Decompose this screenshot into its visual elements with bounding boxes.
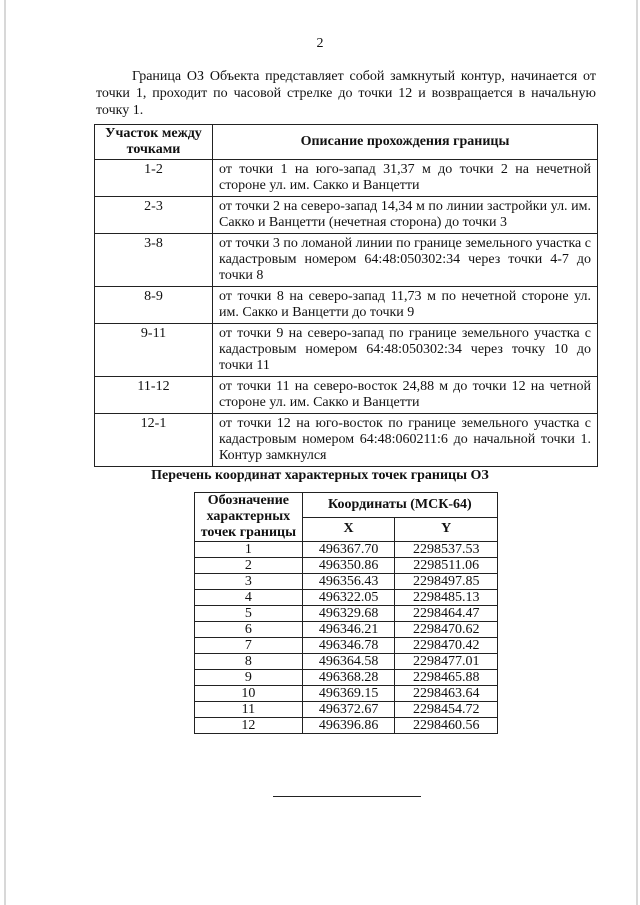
- table-row: [195, 702, 498, 718]
- point-cell: 3: [195, 574, 303, 590]
- segments-table-body: [95, 160, 598, 467]
- table-header-row: [195, 493, 498, 518]
- table-row: [195, 686, 498, 702]
- x-coordinate-cell: 496368.28: [302, 670, 395, 686]
- coordinates-table: [194, 492, 498, 734]
- x-coordinate-cell: 496322.05: [302, 590, 395, 606]
- x-coordinate-cell: 496369.15: [302, 686, 395, 702]
- table-row: [195, 670, 498, 686]
- y-coordinate-cell: 2298460.56: [395, 718, 498, 734]
- table-row: [95, 160, 598, 197]
- segment-cell: 12-1: [95, 414, 213, 467]
- description-cell: от точки 12 на юго-восток по границе земельного участка с кадастровым номером 64:48:060211:6 до начальной точки 1. Контур замкнулся: [213, 414, 598, 467]
- segment-cell: 3-8: [95, 234, 213, 287]
- intro-paragraph: Граница ОЗ Объекта представляет собой замкнутый контур, начинается от точки 1, проходит по часовой стрелке до точки 12 и возвращается в начальную точку 1.: [96, 69, 596, 118]
- point-cell: 10: [195, 686, 303, 702]
- table-row: [195, 574, 498, 590]
- point-cell: 4: [195, 590, 303, 606]
- coordinates-title: Перечень координат характерных точек границы ОЗ: [151, 468, 489, 483]
- table-row: [95, 324, 598, 377]
- boundary-segments-table: [94, 124, 598, 467]
- table-row: [95, 234, 598, 287]
- scan-edge-right: [636, 0, 638, 905]
- point-column-header: Обозначение характерных точек границы: [195, 493, 303, 542]
- x-coordinate-cell: 496329.68: [302, 606, 395, 622]
- table-row: [95, 377, 598, 414]
- x-coordinate-cell: 496346.21: [302, 622, 395, 638]
- table-row: [195, 590, 498, 606]
- point-cell: 5: [195, 606, 303, 622]
- signature-line: [273, 796, 421, 797]
- coordinates-table-body: [195, 542, 498, 734]
- table-row: [195, 718, 498, 734]
- x-coordinate-cell: 496372.67: [302, 702, 395, 718]
- description-cell: от точки 11 на северо-восток 24,88 м до точки 12 на четной стороне ул. им. Сакко и Ванцетти: [213, 377, 598, 414]
- table-header-row: [95, 125, 598, 160]
- x-coordinate-cell: 496350.86: [302, 558, 395, 574]
- y-coordinate-cell: 2298485.13: [395, 590, 498, 606]
- table-row: [195, 622, 498, 638]
- description-cell: от точки 2 на северо-запад 14,34 м по линии застройки ул. им. Сакко и Ванцетти (нечетная сторона) до точки 3: [213, 197, 598, 234]
- point-cell: 11: [195, 702, 303, 718]
- y-column-header: Y: [395, 517, 498, 542]
- segment-cell: 9-11: [95, 324, 213, 377]
- y-coordinate-cell: 2298511.06: [395, 558, 498, 574]
- segment-cell: 2-3: [95, 197, 213, 234]
- y-coordinate-cell: 2298497.85: [395, 574, 498, 590]
- y-coordinate-cell: 2298465.88: [395, 670, 498, 686]
- scan-edge-left: [4, 0, 6, 905]
- table-row: [95, 414, 598, 467]
- y-coordinate-cell: 2298470.42: [395, 638, 498, 654]
- table-row: [95, 197, 598, 234]
- description-column-header: Описание прохождения границы: [213, 125, 598, 160]
- point-cell: 9: [195, 670, 303, 686]
- point-cell: 2: [195, 558, 303, 574]
- page-number: 2: [316, 36, 324, 51]
- point-cell: 1: [195, 542, 303, 558]
- point-cell: 12: [195, 718, 303, 734]
- point-cell: 8: [195, 654, 303, 670]
- y-coordinate-cell: 2298477.01: [395, 654, 498, 670]
- point-cell: 7: [195, 638, 303, 654]
- segment-column-header: Участок между точками: [95, 125, 213, 160]
- description-cell: от точки 8 на северо-запад 11,73 м по нечетной стороне ул. им. Сакко и Ванцетти до точки 9: [213, 287, 598, 324]
- x-coordinate-cell: 496346.78: [302, 638, 395, 654]
- x-coordinate-cell: 496396.86: [302, 718, 395, 734]
- table-row: [195, 606, 498, 622]
- description-cell: от точки 1 на юго-запад 31,37 м до точки 2 на нечетной стороне ул. им. Сакко и Ванцетти: [213, 160, 598, 197]
- x-coordinate-cell: 496364.58: [302, 654, 395, 670]
- x-coordinate-cell: 496356.43: [302, 574, 395, 590]
- segment-cell: 1-2: [95, 160, 213, 197]
- y-coordinate-cell: 2298537.53: [395, 542, 498, 558]
- segment-cell: 11-12: [95, 377, 213, 414]
- coordinates-group-header: Координаты (МСК-64): [302, 493, 497, 518]
- table-row: [195, 638, 498, 654]
- x-column-header: X: [302, 517, 395, 542]
- description-cell: от точки 3 по ломаной линии по границе земельного участка с кадастровым номером 64:48:050302:34 через точки 4-7 до точки 8: [213, 234, 598, 287]
- table-row: [195, 542, 498, 558]
- table-row: [195, 654, 498, 670]
- description-cell: от точки 9 на северо-запад по границе земельного участка с кадастровым номером 64:48:050302:34 через точку 10 до точки 11: [213, 324, 598, 377]
- y-coordinate-cell: 2298463.64: [395, 686, 498, 702]
- y-coordinate-cell: 2298464.47: [395, 606, 498, 622]
- segment-cell: 8-9: [95, 287, 213, 324]
- table-row: [95, 287, 598, 324]
- point-cell: 6: [195, 622, 303, 638]
- y-coordinate-cell: 2298470.62: [395, 622, 498, 638]
- table-row: [195, 558, 498, 574]
- x-coordinate-cell: 496367.70: [302, 542, 395, 558]
- y-coordinate-cell: 2298454.72: [395, 702, 498, 718]
